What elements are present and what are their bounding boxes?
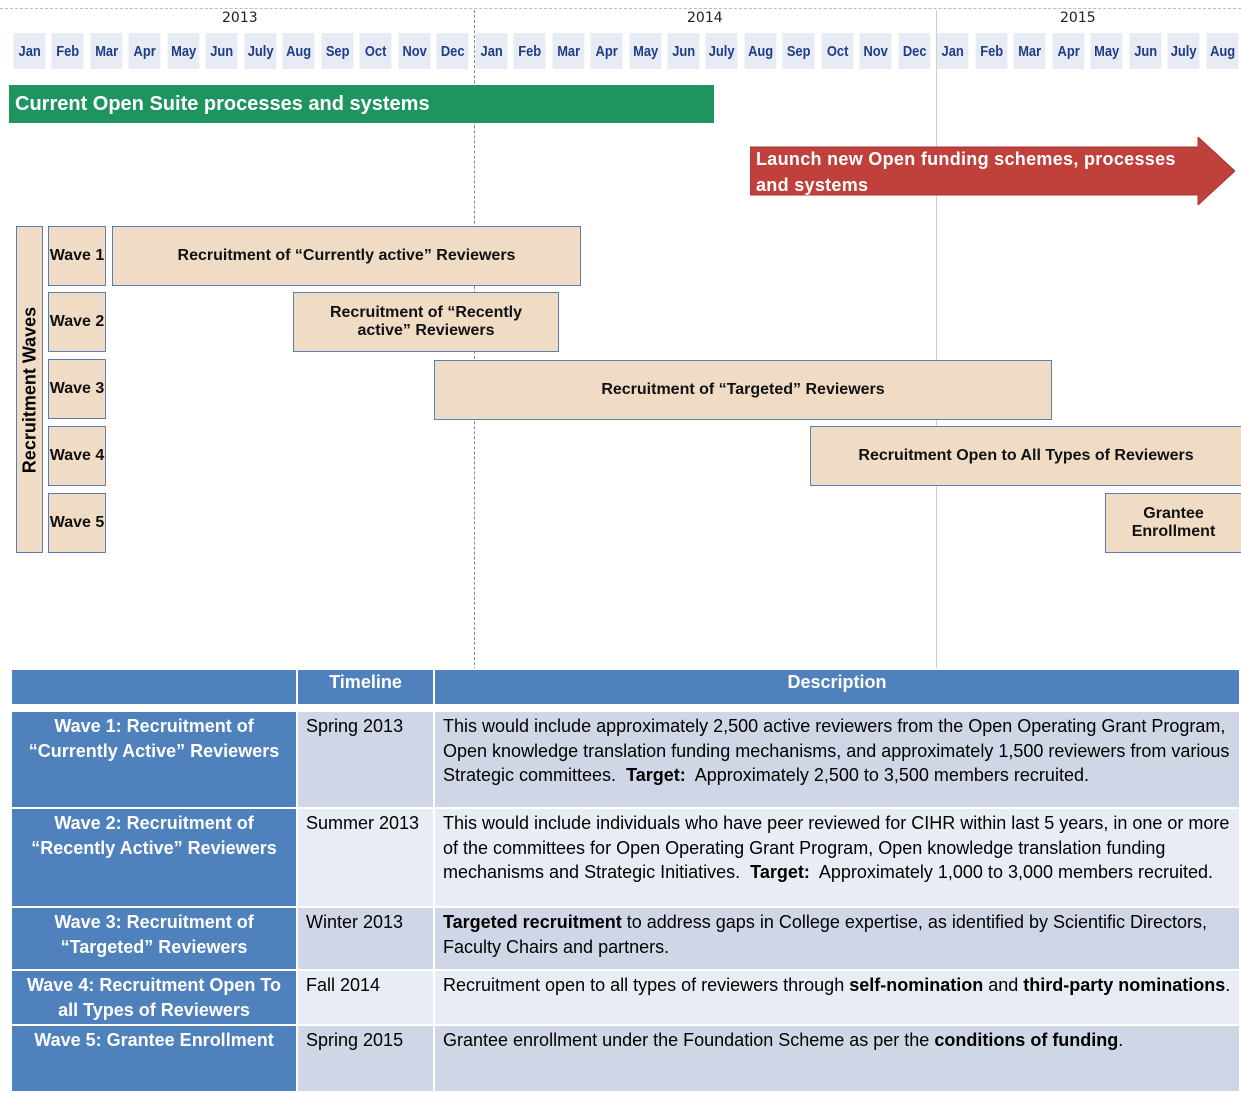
wave-2-label: Wave 2 (48, 292, 106, 352)
month-cell: Aug (282, 33, 315, 69)
row-1-target-label: Target: (626, 765, 686, 785)
table-header-row (11, 669, 1240, 705)
row-2-desc-text: This would include individuals who have peer reviewed for CIHR within last 5 years, in one or more of the committees for Open Operating Grant Program, Open knowledge translation funding mechanisms and Strategic Initiatives. (443, 813, 1230, 882)
row-wave-5: Wave 5: Grantee Enrollment (11, 1025, 297, 1092)
month-cell: Oct (821, 33, 854, 69)
month-cell: Nov (859, 33, 892, 69)
year-2013-label: 2013 (222, 10, 258, 26)
month-cell: July (244, 33, 277, 69)
current-open-suite-bar: Current Open Suite processes and systems (9, 85, 714, 123)
table-header-description: Description (434, 669, 1240, 705)
row-4-desc-b: and (988, 975, 1019, 995)
year-2015-label: 2015 (1060, 10, 1096, 26)
row-description-4 (434, 970, 1240, 1025)
row-1-desc-text: This would include approximately 2,500 active reviewers from the Open Operating Grant Program, Open knowledge translation funding mechanisms, and approximately 1,500 reviewers from various Strategic committees. (443, 716, 1230, 785)
month-cell: Mar (551, 33, 584, 69)
month-cell: Jan (936, 33, 969, 69)
table-header-wave (11, 669, 297, 705)
month-cell: Aug (744, 33, 777, 69)
month-cell: Jun (205, 33, 238, 69)
month-cell: Mar (1013, 33, 1046, 69)
month-cell: Nov (397, 33, 430, 69)
month-cell: Sep (320, 33, 353, 69)
month-cell: Dec (436, 33, 469, 69)
month-cell: Oct (359, 33, 392, 69)
row-2-target-text: Approximately 1,000 to 3,000 members recruited. (818, 862, 1214, 882)
recruitment-waves-text: Recruitment Waves (19, 306, 39, 473)
month-cell: Jan (13, 33, 46, 69)
month-cell: Feb (513, 33, 546, 69)
month-cell: Jun (1128, 33, 1161, 69)
year-2014-label: 2014 (687, 10, 723, 26)
launch-arrow-label: Launch new Open funding schemes, processes and systems (756, 149, 1176, 195)
row-wave-3: Wave 3: Recruitment of “Targeted” Reviewers (11, 907, 297, 970)
wave-5-label: Wave 5 (48, 493, 106, 553)
month-cell: Dec (897, 33, 930, 69)
row-timeline-1: Spring 2013 (297, 711, 434, 808)
row-4-bold-a: self-nomination (849, 975, 984, 995)
row-description-1 (434, 711, 1240, 808)
row-5-desc-a: Grantee enrollment under the Foundation Scheme as per the (443, 1030, 930, 1050)
table-header-timeline: Timeline (297, 669, 434, 705)
row-description-2 (434, 808, 1240, 907)
month-cell: Feb (51, 33, 84, 69)
month-cell: July (705, 33, 738, 69)
table-row (11, 808, 1240, 907)
wave-1-bar: Recruitment of “Currently active” Reviewers (112, 226, 581, 286)
row-5-bold-a: conditions of funding (934, 1030, 1119, 1050)
row-wave-2: Wave 2: Recruitment of “Recently Active” Reviewers (11, 808, 297, 907)
row-3-desc-bold: Targeted recruitment (443, 912, 622, 932)
month-cell: May (628, 33, 661, 69)
table-row (11, 1025, 1240, 1092)
month-strip (10, 33, 1241, 69)
month-cell: Feb (974, 33, 1007, 69)
row-wave-4: Wave 4: Recruitment Open To all Types of Reviewers (11, 970, 297, 1025)
row-wave-1: Wave 1: Recruitment of “Currently Active” Reviewers (11, 711, 297, 808)
row-timeline-5: Spring 2015 (297, 1025, 434, 1092)
row-description-5 (434, 1025, 1240, 1092)
year-rule (0, 8, 1241, 9)
table-row (11, 907, 1240, 970)
month-cell: May (167, 33, 200, 69)
wave-4-bar: Recruitment Open to All Types of Reviewers (810, 426, 1241, 486)
row-3-desc-text: to address gaps in College expertise, as identified by Scientific Directors, Faculty Chairs and partners. (443, 912, 1208, 957)
wave-4-label: Wave 4 (48, 426, 106, 486)
row-timeline-2: Summer 2013 (297, 808, 434, 907)
recruitment-waves-label (16, 226, 43, 553)
month-cell: Jan (474, 33, 507, 69)
row-timeline-3: Winter 2013 (297, 907, 434, 970)
month-cell: Apr (128, 33, 161, 69)
month-cell: Aug (1205, 33, 1238, 69)
row-2-target-label: Target: (750, 862, 810, 882)
wave-5-bar: Grantee Enrollment (1105, 493, 1241, 553)
month-cell: Apr (1051, 33, 1084, 69)
wave-1-label: Wave 1 (48, 226, 106, 286)
month-cell: Apr (590, 33, 623, 69)
row-description-3 (434, 907, 1240, 970)
wave-2-bar: Recruitment of “Recently active” Reviewers (293, 292, 559, 352)
row-timeline-4: Fall 2014 (297, 970, 434, 1025)
month-cell: May (1090, 33, 1123, 69)
waves-table (10, 668, 1241, 1093)
table-row (11, 970, 1240, 1025)
row-5-desc-c: . (1118, 1030, 1124, 1050)
row-4-desc-c: . (1225, 975, 1231, 995)
row-4-bold-b: third-party nominations (1023, 975, 1226, 995)
month-cell: Mar (90, 33, 123, 69)
month-cell: July (1167, 33, 1200, 69)
month-cell: Sep (782, 33, 815, 69)
month-cell: Jun (667, 33, 700, 69)
row-1-target-text: Approximately 2,500 to 3,500 members recruited. (694, 765, 1089, 785)
wave-3-label: Wave 3 (48, 359, 106, 419)
wave-3-bar: Recruitment of “Targeted” Reviewers (434, 360, 1052, 420)
year-divider-2015 (936, 10, 937, 670)
table-row (11, 711, 1240, 808)
row-4-desc-a: Recruitment open to all types of reviewers through (443, 975, 845, 995)
